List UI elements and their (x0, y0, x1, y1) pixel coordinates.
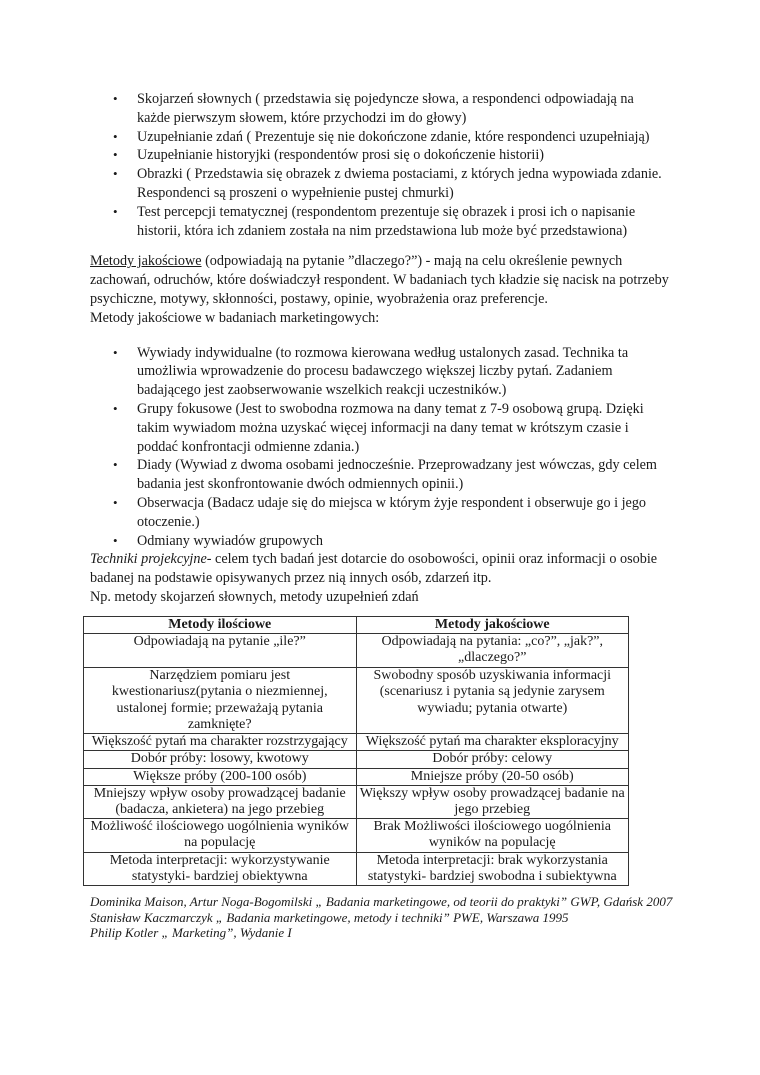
table-cell: Swobodny sposób uzyskiwania informacji (scenariusz i pytania są jedynie zarysem wywiadu; pytania otwarte) (356, 668, 629, 734)
comparison-table (83, 616, 629, 886)
table-cell: Większość pytań ma charakter rozstrzygający (84, 734, 357, 751)
qualitative-intro: Metody jakościowe w badaniach marketingowych: (90, 309, 380, 326)
qualitative-methods-list (90, 344, 670, 551)
table-cell: Mniejsze próby (20-50 osób) (356, 768, 629, 785)
projective-techniques-list (90, 90, 670, 240)
list-item: • Diady (Wywiad z dwoma osobami jednocześnie. Przeprowadzany jest wówczas, gdy celem badania jest skonfrontowanie dwóch odmiennych opinii.) (113, 457, 657, 493)
bullet-icon: • (113, 400, 118, 416)
table-row (84, 852, 629, 885)
table-row (84, 768, 629, 785)
bullet-icon: • (113, 532, 118, 548)
table-cell: Narzędziem pomiaru jest kwestionariusz(pytania o niezmiennej, ustalonej formie; przeważają pytania zamknięte? (84, 668, 357, 734)
projective-term: Techniki projekcyjne (90, 551, 207, 568)
bullet-icon: • (113, 203, 118, 219)
table-row (84, 634, 629, 668)
qualitative-definition: Metody jakościowe (odpowiadają na pytanie ”dlaczego?”) - mają na celu określenie pewnych zachowań, odruchów, które doświadczył respondent. W badaniach tych kładzie się nacisk na potrzeby psychiczne, motywy, skłonności, postawy, opinie, wyobrażenia oraz preferencje. (90, 253, 669, 307)
table-cell: Dobór próby: losowy, kwotowy (84, 751, 357, 768)
table-cell: Możliwość ilościowego uogólnienia wyników na populację (84, 819, 357, 852)
list-item: • Uzupełnianie historyjki (respondentów prosi się o dokończenie historii) (113, 147, 545, 164)
document-page (90, 90, 670, 607)
table-cell: Metoda interpretacji: wykorzystywanie statystyki- bardziej obiektywna (84, 852, 357, 885)
list-item: • Odmiany wywiadów grupowych (113, 532, 323, 549)
reference-item: Stanisław Kaczmarczyk „ Badania marketingowe, metody i techniki” PWE, Warszawa 1995 (90, 909, 569, 925)
list-item: • Obserwacja (Badacz udaje się do miejsca w którym żyje respondent i obserwuje go i jego otoczenie.) (113, 494, 647, 530)
table-cell: Większy wpływ osoby prowadzącej badanie na jego przebieg (356, 785, 629, 818)
table-row (84, 785, 629, 818)
table-cell: Odpowiadają na pytania: „co?”, „jak?”, „dlaczego?” (356, 634, 629, 668)
references (90, 894, 690, 941)
table-cell: Większe próby (200-100 osób) (84, 768, 357, 785)
table-header-row (84, 617, 629, 634)
list-item: • Wywiady indywidualne (to rozmowa kierowana według ustalonych zasad. Technika ta umożliwia wprowadzenie do procesu badawczego większej liczby pytań. Zadaniem badającego jest zaobserwowanie wszelkich reakcji uczestników.) (113, 344, 629, 399)
bullet-icon: • (113, 147, 118, 163)
bullet-icon: • (113, 166, 118, 182)
table-row (84, 668, 629, 734)
list-item: • Skojarzeń słownych ( przedstawia się pojedyncze słowa, a respondenci odpowiadają na każde pierwszym słowem, które przychodzi im do głowy) (113, 91, 634, 126)
bullet-icon: • (113, 457, 118, 473)
bullet-icon: • (113, 344, 118, 360)
projective-example: Np. metody skojarzeń słownych, metody uzupełnień zdań (90, 588, 419, 605)
reference-item: Philip Kotler „ Marketing”, Wydanie I (90, 925, 292, 940)
list-item: • Test percepcji tematycznej (respondentom prezentuje się obrazek i prosi ich o napisanie historii, która ich zdaniem została na nim przedstawiona lub może być przedstawiona) (113, 203, 636, 239)
projective-definition: Techniki projekcyjne- celem tych badań jest dotarcie do osobowości, opinii oraz informacji o osobie badanej na podstawie opisywanych przez nią innych osób, zdarzeń itp. (90, 551, 658, 587)
bullet-icon: • (113, 494, 118, 510)
table-row (84, 751, 629, 768)
bullet-icon: • (113, 128, 118, 144)
header-quantitative: Metody ilościowe (84, 617, 357, 634)
table-row (84, 819, 629, 852)
table-cell: Metoda interpretacji: brak wykorzystania statystyki- bardziej swobodna i subiektywna (356, 852, 629, 885)
table-cell: Brak Możliwości ilościowego uogólnienia wyników na populację (356, 819, 629, 852)
reference-item: Dominika Maison, Artur Noga-Bogomilski „ Badania marketingowe, od teorii do praktyki” GWP, Gdańsk 2007 (90, 894, 673, 909)
table-cell: Mniejszy wpływ osoby prowadzącej badanie (badacza, ankietera) na jego przebieg (84, 785, 357, 818)
header-qualitative: Metody jakościowe (356, 617, 629, 634)
qualitative-term: Metody jakościowe (90, 253, 202, 270)
list-item: • Grupy fokusowe (Jest to swobodna rozmowa na dany temat z 7-9 osobową grupą. Dzięki takim wywiadom można uzyskać więcej informacji na dany temat w krótszym czasie i poddać konfrontacji odmienne zdania.) (113, 400, 644, 455)
list-item: • Obrazki ( Przedstawia się obrazek z dwiema postaciami, z których jedna wypowiada zdanie. Respondenci są proszeni o wypełnienie pustej chmurki) (113, 166, 662, 201)
list-item: • Uzupełnianie zdań ( Prezentuje się nie dokończone zdanie, które respondenci uzupełniają) (113, 128, 650, 145)
table-row (84, 734, 629, 751)
bullet-icon: • (113, 91, 118, 106)
table-cell: Odpowiadają na pytanie „ile?” (84, 634, 357, 668)
table-cell: Większość pytań ma charakter eksploracyjny (356, 734, 629, 751)
table-cell: Dobór próby: celowy (356, 751, 629, 768)
